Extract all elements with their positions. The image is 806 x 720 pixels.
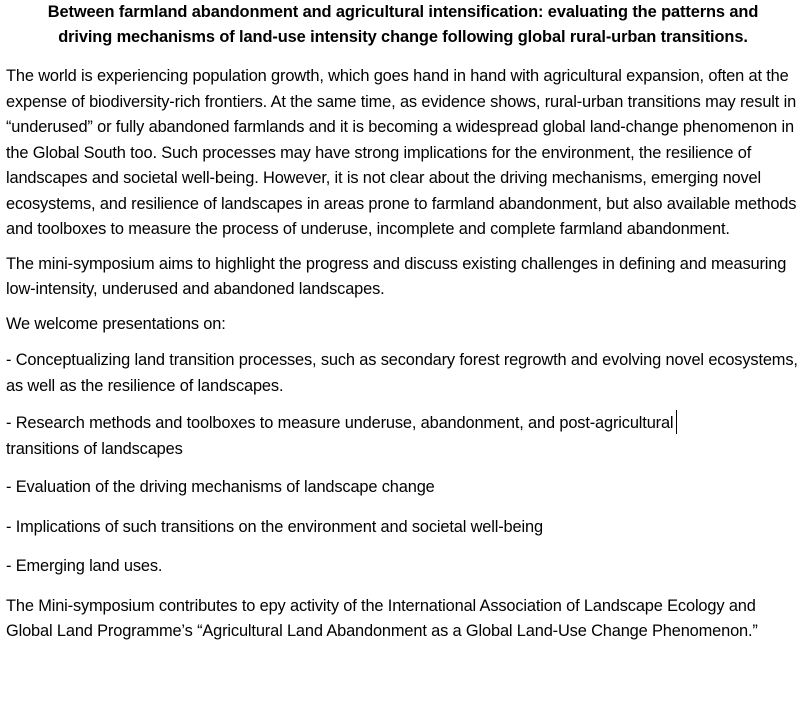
title-line-2: driving mechanisms of land-use intensity change following global rural-urban transitions. bbox=[58, 28, 748, 46]
aims-paragraph: The mini-symposium aims to highlight the progress and discuss existing challenges in defining and measuring low-intensity, underused and abandoned landscapes. bbox=[6, 254, 787, 298]
topic-item-conceptualizing: - Conceptualizing land transition processes, such as secondary forest regrowth and evolving novel ecosystems, as well as the resilience of landscapes. bbox=[6, 351, 798, 395]
topic-item-research-methods-line1: - Research methods and toolboxes to measure underuse, abandonment, and post-agricultural bbox=[6, 414, 674, 432]
topic-item-evaluation: - Evaluation of the driving mechanisms of landscape change bbox=[6, 478, 435, 496]
welcome-paragraph: We welcome presentations on: bbox=[6, 314, 226, 333]
text-cursor bbox=[676, 410, 677, 434]
topic-item-research-methods-line2: transitions of landscapes bbox=[6, 439, 183, 458]
topic-item-emerging-land-uses: - Emerging land uses. bbox=[6, 557, 163, 575]
closing-paragraph: The Mini-symposium contributes to epy activity of the International Association of Landscape Ecology and Global Land Programme’s “Agricultural Land Abandonment as a Global Land-Use Change Phenomenon.” bbox=[6, 596, 758, 640]
title-line-1: Between farmland abandonment and agricultural intensification: evaluating the patterns and bbox=[47, 3, 759, 21]
document-title bbox=[6, 0, 800, 50]
topic-item-research-methods bbox=[6, 410, 800, 462]
intro-paragraph: The world is experiencing population growth, which goes hand in hand with agricultural expansion, often at the expense of biodiversity-rich frontiers. At the same time, as evidence shows, rural-urban transitions may result in “underused” or fully abandoned farmlands and it is becoming a widespread global land-change phenomenon in the Global South too. Such processes may have strong implications for the environment, the resilience of landscapes and societal well-being. However, it is not clear about the driving mechanisms, emerging novel ecosystems, and resilience of landscapes in areas prone to farmland abandonment, but also available methods and toolboxes to measure the process of underuse, incomplete and complete farmland abandonment. bbox=[6, 67, 797, 238]
topic-item-implications: - Implications of such transitions on the environment and societal well-being bbox=[6, 517, 543, 536]
